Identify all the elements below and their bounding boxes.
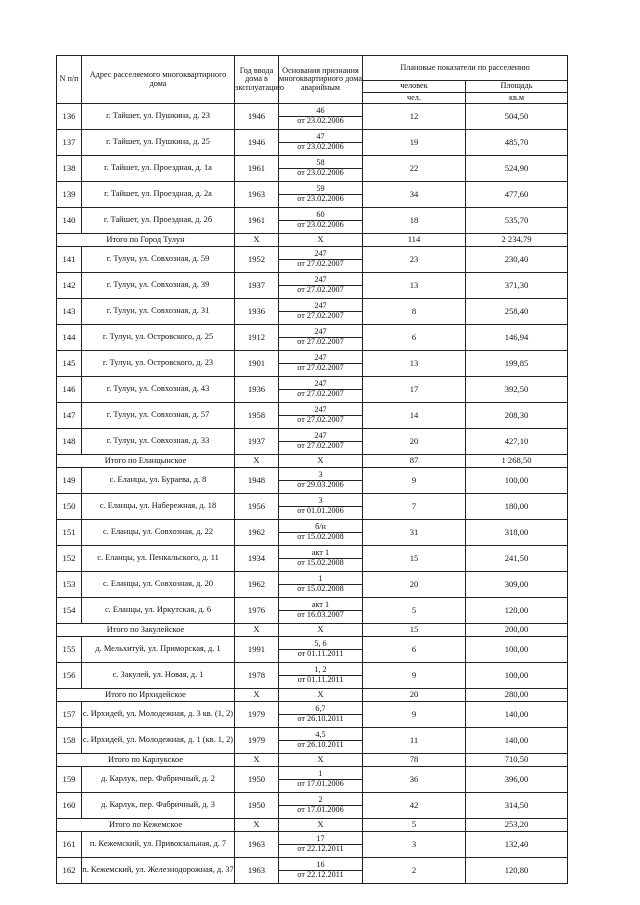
row-people: 18 <box>363 208 466 234</box>
row-area: 180,00 <box>466 494 568 520</box>
table-row <box>57 325 568 351</box>
row-basis <box>279 325 363 351</box>
row-area: 100,00 <box>466 468 568 494</box>
basis-document: акт 1 <box>311 548 330 558</box>
row-address: г. Тулун, ул. Совхозная, д. 59 <box>82 247 235 273</box>
row-address: п. Кежемский, ул. Железнодорожная, д. 37 <box>82 858 235 884</box>
row-basis <box>279 572 363 598</box>
row-people: 23 <box>363 247 466 273</box>
total-row <box>57 234 568 247</box>
basis-document: 2 <box>318 795 323 805</box>
row-number: 152 <box>57 546 82 572</box>
row-address: с. Закулей, ул. Новая, д. 1 <box>82 663 235 689</box>
basis-date: от 01.01.2006 <box>279 506 362 516</box>
basis-document: 1, 2 <box>314 665 327 675</box>
row-address: с. Еланцы, ул. Набережная, д. 18 <box>82 494 235 520</box>
basis-document: 247 <box>314 249 327 259</box>
row-number: 147 <box>57 403 82 429</box>
table-row <box>57 130 568 156</box>
row-basis <box>279 546 363 572</box>
row-basis <box>279 637 363 663</box>
row-year: 1958 <box>235 403 279 429</box>
row-year: 1934 <box>235 546 279 572</box>
basis-date: от 23.02.2006 <box>279 168 362 178</box>
row-address: с. Еланцы, ул. Иркутская, д. 6 <box>82 598 235 624</box>
row-year: 1961 <box>235 156 279 182</box>
row-basis <box>279 273 363 299</box>
basis-document: 16 <box>316 860 325 870</box>
total-row <box>57 455 568 468</box>
header-people-unit: чел. <box>363 93 466 104</box>
row-people: 19 <box>363 130 466 156</box>
row-area: 100,00 <box>466 663 568 689</box>
row-number: 138 <box>57 156 82 182</box>
row-area: 258,40 <box>466 299 568 325</box>
total-year: X <box>235 689 279 702</box>
row-number: 162 <box>57 858 82 884</box>
header-people: человек <box>363 81 466 93</box>
row-area: 524,90 <box>466 156 568 182</box>
row-people: 31 <box>363 520 466 546</box>
row-area: 392,50 <box>466 377 568 403</box>
basis-date: от 26.10.2011 <box>279 740 362 750</box>
basis-date: от 17.01.2006 <box>279 779 362 789</box>
basis-document: 47 <box>316 132 325 142</box>
row-year: 1952 <box>235 247 279 273</box>
row-year: 1963 <box>235 182 279 208</box>
basis-document: 58 <box>316 158 325 168</box>
row-address: г. Тулун, ул. Совхозная, д. 43 <box>82 377 235 403</box>
row-number: 149 <box>57 468 82 494</box>
row-year: 1963 <box>235 832 279 858</box>
row-basis <box>279 702 363 728</box>
row-address: г. Тайшет, ул. Проездная, д. 2б <box>82 208 235 234</box>
total-basis: X <box>279 689 363 702</box>
row-basis <box>279 208 363 234</box>
row-number: 146 <box>57 377 82 403</box>
row-basis <box>279 663 363 689</box>
table-row <box>57 208 568 234</box>
total-label: Итого по Еланцынское <box>57 455 235 468</box>
row-people: 9 <box>363 702 466 728</box>
table-row <box>57 767 568 793</box>
row-area: 100,00 <box>466 637 568 663</box>
row-address: г. Тайшет, ул. Проездная, д. 2а <box>82 182 235 208</box>
row-area: 396,00 <box>466 767 568 793</box>
row-basis <box>279 468 363 494</box>
basis-date: от 22.12.2011 <box>279 844 362 854</box>
total-people: 114 <box>363 234 466 247</box>
row-area: 485,70 <box>466 130 568 156</box>
row-people: 13 <box>363 351 466 377</box>
total-people: 20 <box>363 689 466 702</box>
total-label: Итого по Карлукское <box>57 754 235 767</box>
row-basis <box>279 832 363 858</box>
row-year: 1950 <box>235 767 279 793</box>
table-row <box>57 793 568 819</box>
basis-date: от 27.02.2007 <box>279 389 362 399</box>
row-address: д. Мельхитуй, ул. Приморская, д. 1 <box>82 637 235 663</box>
row-number: 153 <box>57 572 82 598</box>
basis-date: от 23.02.2006 <box>279 116 362 126</box>
row-address: г. Тайшет, ул. Проездная, д. 1а <box>82 156 235 182</box>
row-year: 1946 <box>235 130 279 156</box>
row-basis <box>279 858 363 884</box>
row-people: 17 <box>363 377 466 403</box>
row-address: г. Тулун, ул. Островского, д. 25 <box>82 325 235 351</box>
row-people: 3 <box>363 832 466 858</box>
row-year: 1912 <box>235 325 279 351</box>
basis-date: от 27.02.2007 <box>279 337 362 347</box>
basis-date: от 23.02.2006 <box>279 142 362 152</box>
basis-document: 247 <box>314 405 327 415</box>
row-year: 1991 <box>235 637 279 663</box>
basis-document: 247 <box>314 353 327 363</box>
row-number: 161 <box>57 832 82 858</box>
table-row <box>57 299 568 325</box>
basis-document: 247 <box>314 301 327 311</box>
total-row <box>57 754 568 767</box>
row-people: 11 <box>363 728 466 754</box>
row-number: 151 <box>57 520 82 546</box>
row-year: 1937 <box>235 429 279 455</box>
row-area: 199,85 <box>466 351 568 377</box>
basis-date: от 29.03.2006 <box>279 480 362 490</box>
table-row <box>57 429 568 455</box>
basis-document: 247 <box>314 431 327 441</box>
row-people: 34 <box>363 182 466 208</box>
row-number: 140 <box>57 208 82 234</box>
table-row <box>57 182 568 208</box>
row-year: 1901 <box>235 351 279 377</box>
resettlement-table-sheet <box>56 55 567 884</box>
row-area: 120,00 <box>466 598 568 624</box>
row-people: 2 <box>363 858 466 884</box>
header-area: Площадь <box>466 81 568 93</box>
row-people: 15 <box>363 546 466 572</box>
row-basis <box>279 130 363 156</box>
header-plan: Плановые показатели по расселению <box>363 56 568 81</box>
row-people: 13 <box>363 273 466 299</box>
row-year: 1961 <box>235 208 279 234</box>
table-row <box>57 104 568 130</box>
total-year: X <box>235 455 279 468</box>
row-address: с. Еланцы, ул. Совхозная, д. 22 <box>82 520 235 546</box>
row-basis <box>279 429 363 455</box>
header-basis: Основания признания многоквартирного дома аварийным <box>279 56 363 104</box>
row-area: 535,70 <box>466 208 568 234</box>
row-year: 1979 <box>235 702 279 728</box>
row-people: 22 <box>363 156 466 182</box>
table-row <box>57 546 568 572</box>
row-year: 1963 <box>235 858 279 884</box>
table-body <box>57 56 568 884</box>
total-area: 2 234,79 <box>466 234 568 247</box>
row-number: 156 <box>57 663 82 689</box>
row-address: г. Тулун, ул. Совхозная, д. 33 <box>82 429 235 455</box>
total-basis: X <box>279 754 363 767</box>
basis-date: от 27.02.2007 <box>279 415 362 425</box>
row-address: с. Еланцы, ул. Пенкальского, д. 11 <box>82 546 235 572</box>
row-number: 136 <box>57 104 82 130</box>
row-address: с. Ирхидей, ул. Молодежная, д. 1 (кв. 1, 2) <box>82 728 235 754</box>
header-area-unit: кв.м <box>466 93 568 104</box>
row-area: 371,30 <box>466 273 568 299</box>
row-number: 143 <box>57 299 82 325</box>
row-basis <box>279 520 363 546</box>
row-basis <box>279 403 363 429</box>
row-basis <box>279 494 363 520</box>
total-year: X <box>235 754 279 767</box>
row-number: 145 <box>57 351 82 377</box>
total-people: 5 <box>363 819 466 832</box>
row-people: 9 <box>363 663 466 689</box>
row-number: 142 <box>57 273 82 299</box>
row-basis <box>279 598 363 624</box>
total-row <box>57 624 568 637</box>
total-area: 1 268,50 <box>466 455 568 468</box>
row-year: 1978 <box>235 663 279 689</box>
basis-document: 247 <box>314 275 327 285</box>
row-address: г. Тулун, ул. Совхозная, д. 31 <box>82 299 235 325</box>
row-year: 1962 <box>235 572 279 598</box>
row-number: 158 <box>57 728 82 754</box>
table-row <box>57 598 568 624</box>
basis-date: от 27.02.2007 <box>279 311 362 321</box>
total-year: X <box>235 819 279 832</box>
row-year: 1976 <box>235 598 279 624</box>
row-year: 1948 <box>235 468 279 494</box>
basis-document: 60 <box>316 210 325 220</box>
row-basis <box>279 351 363 377</box>
table-row <box>57 637 568 663</box>
total-area: 280,00 <box>466 689 568 702</box>
table-row <box>57 156 568 182</box>
basis-document: 46 <box>316 106 325 116</box>
total-basis: X <box>279 819 363 832</box>
row-area: 230,40 <box>466 247 568 273</box>
row-people: 20 <box>363 572 466 598</box>
total-basis: X <box>279 455 363 468</box>
total-people: 15 <box>363 624 466 637</box>
table-row <box>57 832 568 858</box>
row-number: 139 <box>57 182 82 208</box>
row-people: 6 <box>363 325 466 351</box>
total-row <box>57 819 568 832</box>
row-address: г. Тайшет, ул. Пушкина, д. 23 <box>82 104 235 130</box>
total-basis: X <box>279 624 363 637</box>
row-people: 5 <box>363 598 466 624</box>
row-address: д. Карлук, пер. Фабричный, д. 3 <box>82 793 235 819</box>
basis-document: 3 <box>318 496 323 506</box>
total-area: 710,50 <box>466 754 568 767</box>
row-address: г. Тулун, ул. Совхозная, д. 39 <box>82 273 235 299</box>
row-area: 146,94 <box>466 325 568 351</box>
row-people: 9 <box>363 468 466 494</box>
row-number: 150 <box>57 494 82 520</box>
basis-date: от 16.03.2007 <box>279 610 362 620</box>
row-number: 148 <box>57 429 82 455</box>
row-number: 144 <box>57 325 82 351</box>
row-address: с. Еланцы, ул. Бураева, д. 8 <box>82 468 235 494</box>
row-people: 20 <box>363 429 466 455</box>
row-people: 14 <box>363 403 466 429</box>
table-row <box>57 520 568 546</box>
basis-date: от 22.12.2011 <box>279 870 362 880</box>
row-area: 318,00 <box>466 520 568 546</box>
total-area: 200,00 <box>466 624 568 637</box>
basis-date: от 26.10.2011 <box>279 714 362 724</box>
row-area: 208,30 <box>466 403 568 429</box>
total-label: Итого по Кежемское <box>57 819 235 832</box>
table-row <box>57 494 568 520</box>
row-area: 241,50 <box>466 546 568 572</box>
basis-date: от 27.02.2007 <box>279 363 362 373</box>
basis-document: 4,5 <box>315 730 326 740</box>
row-year: 1937 <box>235 273 279 299</box>
row-address: г. Тулун, ул. Островского, д. 23 <box>82 351 235 377</box>
table-row <box>57 403 568 429</box>
basis-document: 247 <box>314 327 327 337</box>
row-basis <box>279 377 363 403</box>
table-row <box>57 663 568 689</box>
resettlement-table <box>56 55 568 884</box>
row-year: 1936 <box>235 377 279 403</box>
row-year: 1962 <box>235 520 279 546</box>
row-basis <box>279 104 363 130</box>
row-people: 7 <box>363 494 466 520</box>
basis-document: 17 <box>316 834 325 844</box>
row-year: 1936 <box>235 299 279 325</box>
row-number: 159 <box>57 767 82 793</box>
basis-document: акт 1 <box>311 600 330 610</box>
basis-date: от 27.02.2007 <box>279 259 362 269</box>
basis-document: 5, 6 <box>314 639 327 649</box>
total-year: X <box>235 624 279 637</box>
row-area: 477,60 <box>466 182 568 208</box>
row-year: 1950 <box>235 793 279 819</box>
basis-document: б/н <box>315 522 326 532</box>
row-basis <box>279 182 363 208</box>
row-number: 160 <box>57 793 82 819</box>
table-row <box>57 468 568 494</box>
basis-date: от 27.02.2007 <box>279 441 362 451</box>
row-people: 12 <box>363 104 466 130</box>
basis-date: от 15.02.2008 <box>279 532 362 542</box>
row-address: п. Кежемский, ул. Привокзальная, д. 7 <box>82 832 235 858</box>
row-area: 314,50 <box>466 793 568 819</box>
row-basis <box>279 156 363 182</box>
row-people: 42 <box>363 793 466 819</box>
total-basis: X <box>279 234 363 247</box>
table-row <box>57 858 568 884</box>
row-address: д. Карлук, пер. Фабричный, д. 2 <box>82 767 235 793</box>
row-year: 1946 <box>235 104 279 130</box>
row-address: с. Еланцы, ул. Совхозная, д. 20 <box>82 572 235 598</box>
header-row <box>57 56 568 81</box>
basis-document: 1 <box>318 769 323 779</box>
row-year: 1956 <box>235 494 279 520</box>
total-label: Итого по Закулейское <box>57 624 235 637</box>
row-address: г. Тайшет, ул. Пушкина, д. 25 <box>82 130 235 156</box>
total-people: 78 <box>363 754 466 767</box>
row-number: 157 <box>57 702 82 728</box>
row-basis <box>279 793 363 819</box>
basis-document: 1 <box>318 574 323 584</box>
basis-date: от 15.02.2008 <box>279 558 362 568</box>
basis-date: от 23.02.2006 <box>279 220 362 230</box>
row-area: 427,10 <box>466 429 568 455</box>
row-basis <box>279 728 363 754</box>
row-people: 36 <box>363 767 466 793</box>
table-row <box>57 702 568 728</box>
row-address: г. Тулун, ул. Совхозная, д. 57 <box>82 403 235 429</box>
table-row <box>57 377 568 403</box>
row-people: 8 <box>363 299 466 325</box>
total-people: 87 <box>363 455 466 468</box>
basis-date: от 01.11.2011 <box>279 649 362 659</box>
total-label: Итого по Ирхидейское <box>57 689 235 702</box>
row-area: 120,80 <box>466 858 568 884</box>
row-number: 155 <box>57 637 82 663</box>
total-year: X <box>235 234 279 247</box>
table-row <box>57 351 568 377</box>
row-number: 154 <box>57 598 82 624</box>
row-number: 141 <box>57 247 82 273</box>
row-area: 132,40 <box>466 832 568 858</box>
basis-document: 6,7 <box>315 704 326 714</box>
row-area: 504,50 <box>466 104 568 130</box>
row-number: 137 <box>57 130 82 156</box>
basis-document: 3 <box>318 470 323 480</box>
basis-date: от 15.02.2008 <box>279 584 362 594</box>
basis-date: от 17.01.2006 <box>279 805 362 815</box>
table-row <box>57 572 568 598</box>
row-basis <box>279 767 363 793</box>
total-row <box>57 689 568 702</box>
row-address: с. Ирхидей, ул. Молодежная, д. 3 кв. (1, 2) <box>82 702 235 728</box>
basis-date: от 23.02.2006 <box>279 194 362 204</box>
row-people: 6 <box>363 637 466 663</box>
row-basis <box>279 247 363 273</box>
table-row <box>57 273 568 299</box>
basis-document: 247 <box>314 379 327 389</box>
table-row <box>57 247 568 273</box>
row-area: 140,00 <box>466 702 568 728</box>
header-num: N п/п <box>57 56 82 104</box>
total-label: Итого по Город Тулун <box>57 234 235 247</box>
row-area: 309,00 <box>466 572 568 598</box>
basis-document: 59 <box>316 184 325 194</box>
header-address: Адрес расселяемого многоквартирного дома <box>82 56 235 104</box>
total-area: 253,20 <box>466 819 568 832</box>
row-basis <box>279 299 363 325</box>
table-row <box>57 728 568 754</box>
row-year: 1979 <box>235 728 279 754</box>
row-area: 140,00 <box>466 728 568 754</box>
basis-date: от 01.11.2011 <box>279 675 362 685</box>
header-year: Год ввода дома в эксплуатацию <box>235 56 279 104</box>
basis-date: от 27.02.2007 <box>279 285 362 295</box>
